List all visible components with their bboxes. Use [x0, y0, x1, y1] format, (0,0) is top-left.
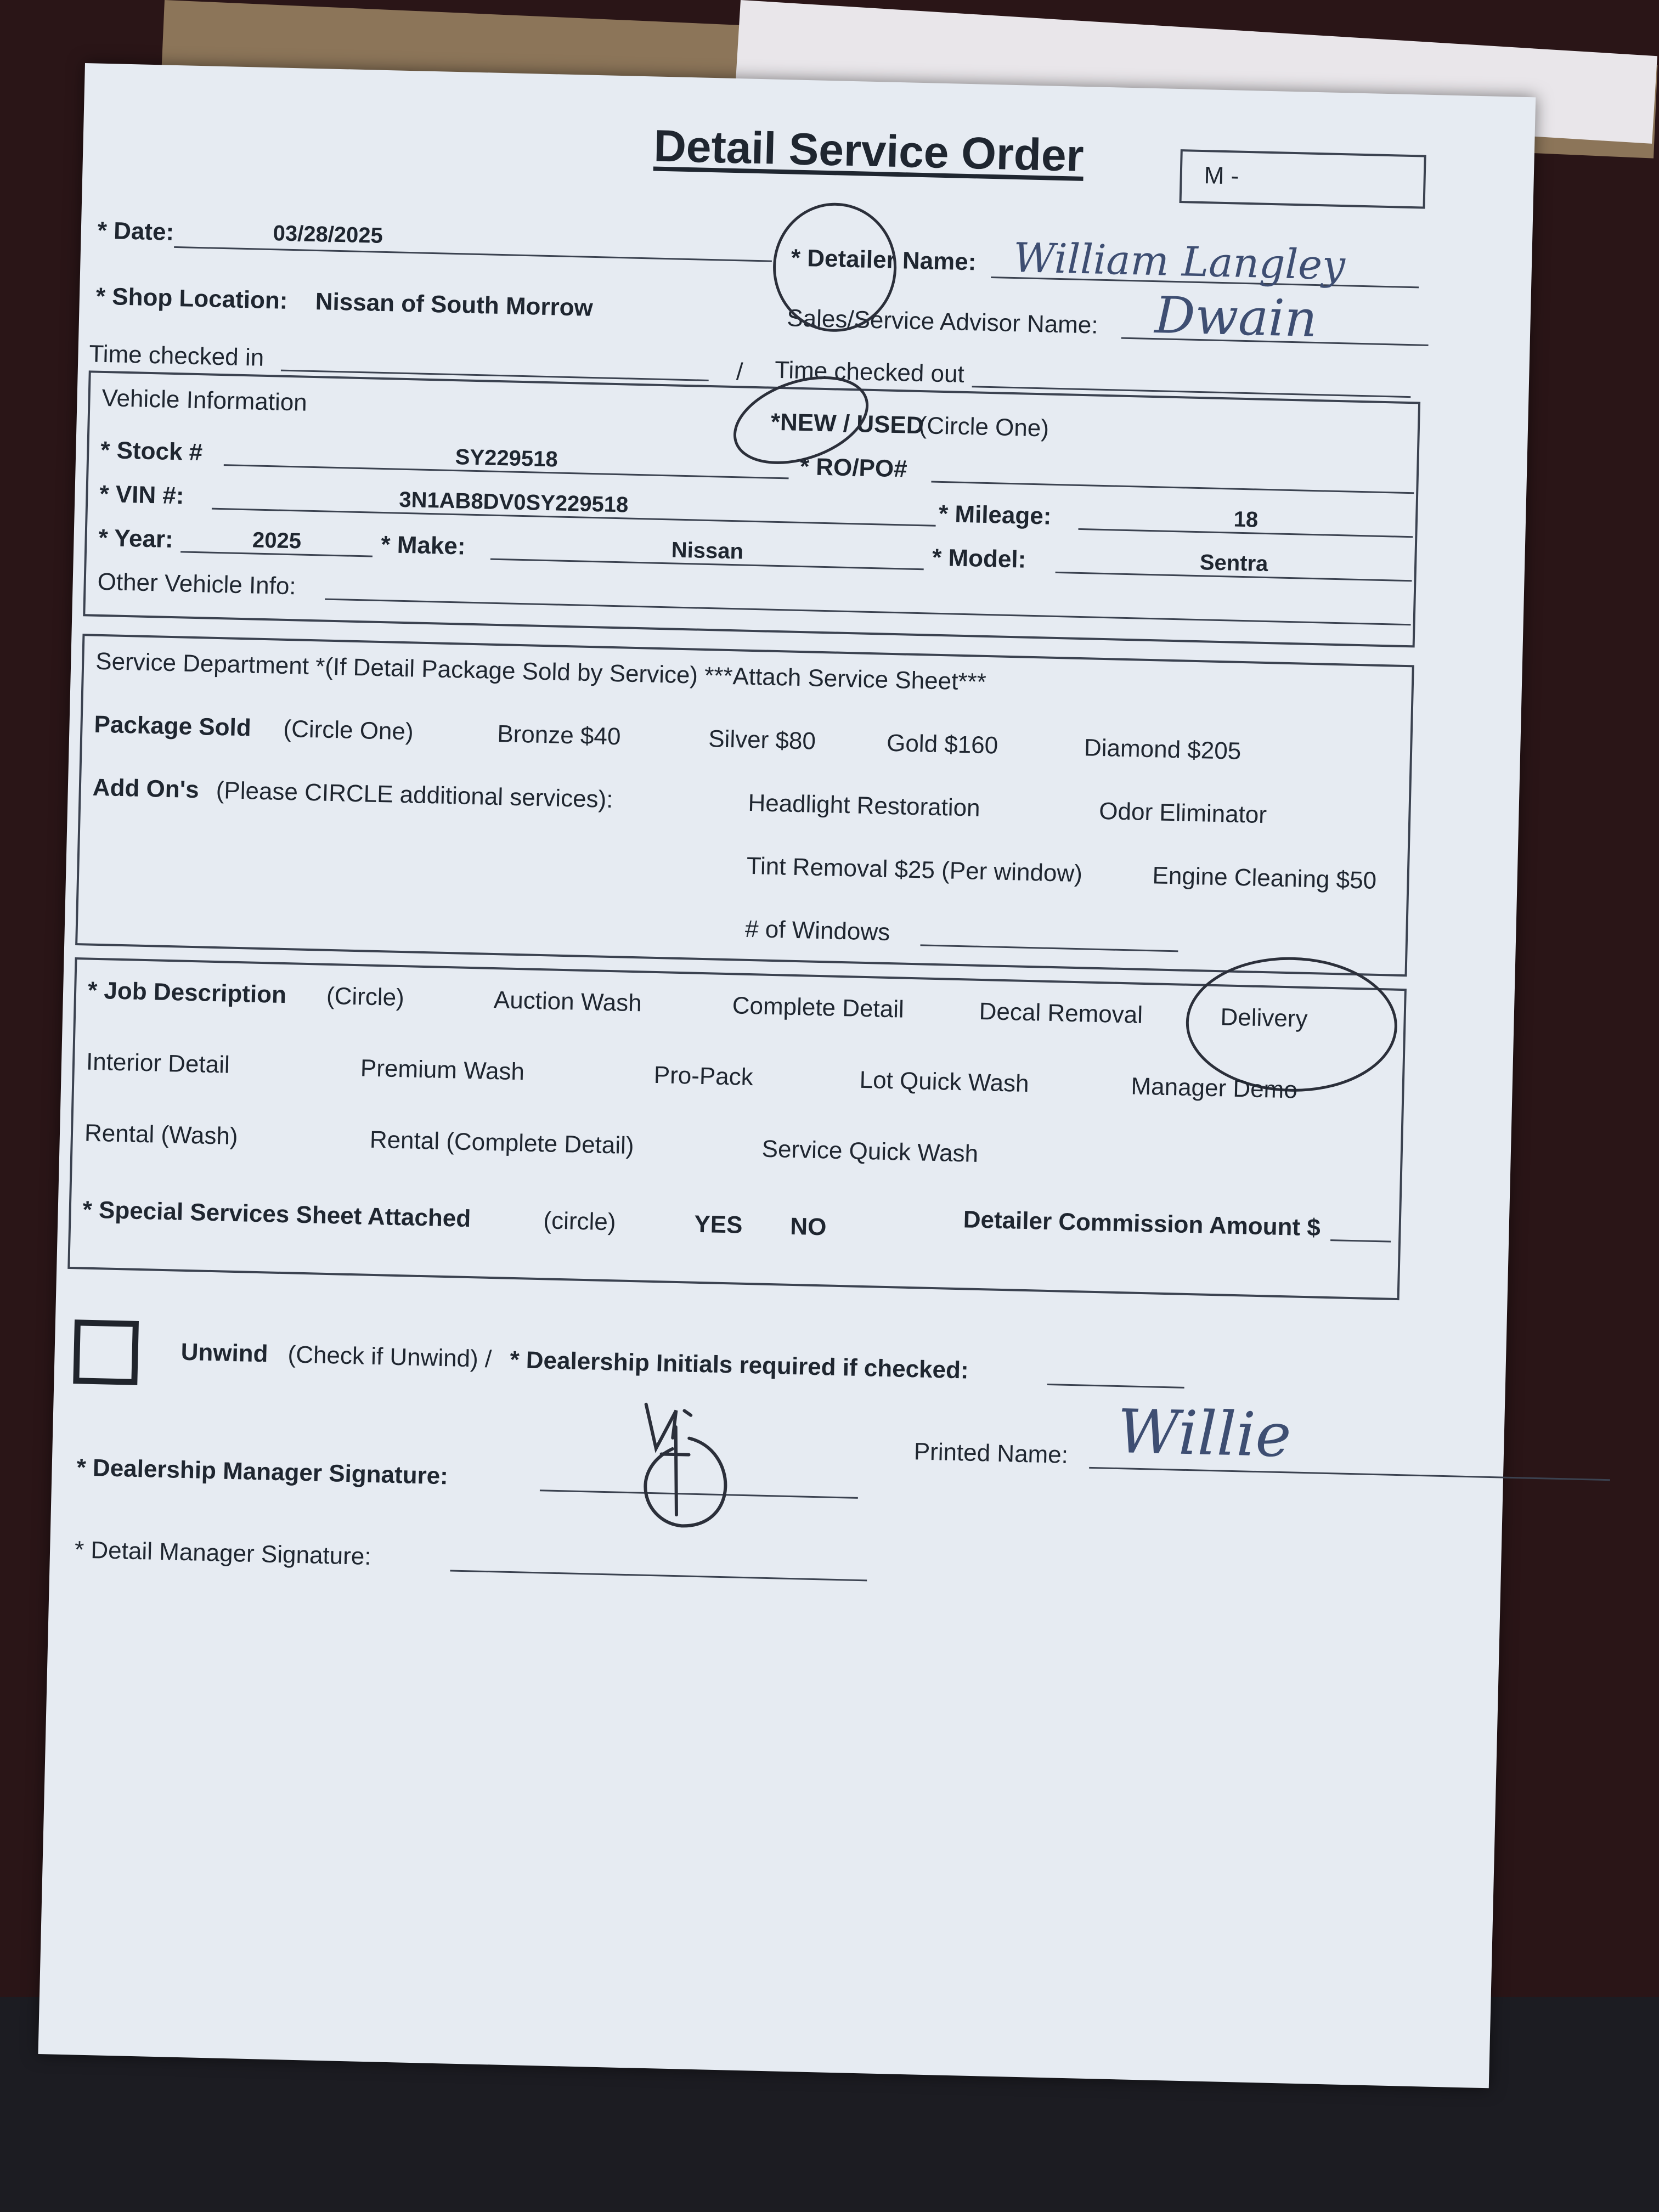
model-label: * Model: [932, 544, 1026, 573]
m-number-box[interactable] [1180, 149, 1426, 209]
shop-value: Nissan of South Morrow [315, 288, 594, 321]
job-premium-wash[interactable]: Premium Wash [360, 1054, 525, 1086]
model-value: Sentra [1199, 550, 1268, 577]
special-services-hint: (circle) [543, 1207, 617, 1236]
job-rental-complete[interactable]: Rental (Complete Detail) [369, 1126, 635, 1160]
printed-name-label: Printed Name: [913, 1438, 1069, 1469]
job-manager-demo[interactable]: Manager Demo [1131, 1073, 1298, 1104]
job-service-quick-wash[interactable]: Service Quick Wash [761, 1135, 979, 1167]
vehicle-heading: Vehicle Information [101, 384, 308, 416]
unwind-checkbox[interactable] [73, 1319, 139, 1385]
addon-headlight[interactable]: Headlight Restoration [747, 789, 981, 822]
initials-field[interactable] [1047, 1384, 1184, 1389]
addon-tint[interactable]: Tint Removal $25 (Per window) [746, 852, 1083, 888]
job-label: * Job Description [87, 977, 287, 1009]
page-title: Detail Service Order [653, 121, 1085, 181]
dealership-manager-label: * Dealership Manager Signature: [76, 1454, 449, 1490]
initials-label: * Dealership Initials required if checked: [509, 1346, 969, 1384]
time-out-label: Time checked out [774, 356, 965, 388]
printed-name-field[interactable] [1089, 1467, 1610, 1481]
advisor-label: Sales/Service Advisor Name: [786, 304, 1099, 339]
date-label: * Date: [97, 217, 174, 246]
job-rental-wash[interactable]: Rental (Wash) [84, 1119, 239, 1150]
stock-value: SY229518 [455, 445, 558, 472]
mileage-value: 18 [1233, 507, 1259, 532]
year-value: 2025 [252, 528, 302, 554]
new-used-hint: (Circle One) [918, 411, 1049, 442]
other-info-label: Other Vehicle Info: [97, 568, 297, 600]
job-interior-detail[interactable]: Interior Detail [86, 1048, 230, 1079]
mileage-label: * Mileage: [938, 500, 1052, 530]
job-pro-pack[interactable]: Pro-Pack [653, 1061, 754, 1091]
job-delivery[interactable]: Delivery [1220, 1003, 1308, 1032]
m-number-label: M - [1204, 162, 1239, 190]
date-value: 03/28/2025 [273, 221, 383, 248]
time-separator: / [736, 358, 743, 386]
detail-manager-field[interactable] [450, 1570, 867, 1581]
addons-hint: (Please CIRCLE additional services): [216, 777, 614, 814]
new-used-option[interactable]: *NEW / USED [770, 408, 924, 439]
year-label: * Year: [98, 524, 174, 554]
commission-label: Detailer Commission Amount $ [963, 1206, 1321, 1242]
detailer-label: * Detailer Name: [791, 244, 977, 276]
dealership-manager-signature [621, 1387, 751, 1544]
job-complete-detail[interactable]: Complete Detail [732, 992, 905, 1023]
unwind-label: Unwind [180, 1338, 269, 1368]
make-label: * Make: [380, 531, 466, 560]
package-diamond[interactable]: Diamond $205 [1084, 734, 1242, 765]
addons-label: Add On's [92, 774, 200, 804]
detail-manager-label: * Detail Manager Signature: [74, 1536, 372, 1571]
special-services-label: * Special Services Sheet Attached [82, 1196, 471, 1233]
detailer-circle-mark [762, 194, 913, 340]
package-gold[interactable]: Gold $160 [886, 729, 998, 759]
package-hint: (Circle One) [283, 715, 414, 746]
vin-value: 3N1AB8DV0SY229518 [398, 487, 629, 517]
job-decal-removal[interactable]: Decal Removal [979, 997, 1143, 1029]
special-no[interactable]: NO [789, 1212, 827, 1241]
advisor-signature: Dwain [1154, 286, 1318, 349]
special-yes[interactable]: YES [693, 1210, 743, 1239]
job-hint: (Circle) [326, 982, 405, 1012]
stock-label: * Stock # [100, 436, 203, 466]
ro-po-label: * RO/PO# [799, 453, 908, 483]
job-auction-wash[interactable]: Auction Wash [493, 986, 642, 1017]
make-value: Nissan [671, 538, 744, 564]
addon-engine[interactable]: Engine Cleaning $50 [1152, 862, 1377, 894]
windows-label: # of Windows [744, 915, 890, 946]
package-silver[interactable]: Silver $80 [708, 725, 816, 755]
package-bronze[interactable]: Bronze $40 [496, 720, 621, 751]
unwind-hint: (Check if Unwind) / [287, 1341, 492, 1373]
addon-odor[interactable]: Odor Eliminator [1098, 797, 1267, 829]
printed-name-signature: Willie [1116, 1396, 1293, 1471]
shop-label: * Shop Location: [95, 283, 289, 314]
package-label: Package Sold [94, 710, 252, 742]
service-heading: Service Department *(If Detail Package Sold by Service) ***Attach Service Sheet*** [95, 647, 987, 696]
time-in-label: Time checked in [88, 340, 264, 371]
service-order-sheet [38, 63, 1536, 2088]
detailer-signature: William Langley [1013, 234, 1346, 290]
job-lot-quick-wash[interactable]: Lot Quick Wash [859, 1066, 1030, 1098]
vin-label: * VIN #: [99, 480, 185, 510]
